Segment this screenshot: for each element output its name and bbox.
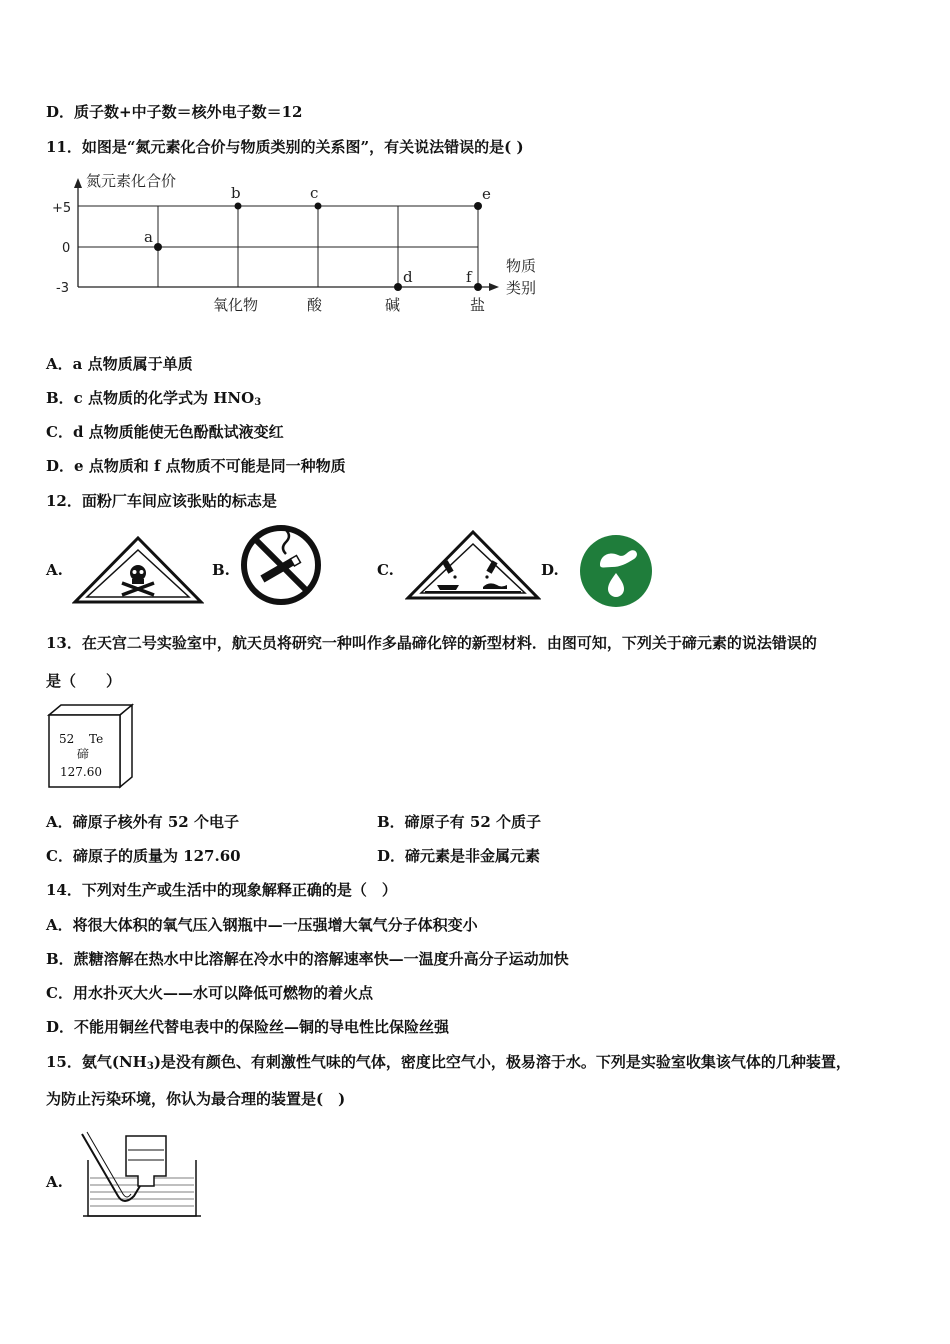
q11-option-c: C．d 点物质能使无色酚酞试液变红 xyxy=(46,423,284,441)
element-mass: 127.60 xyxy=(60,765,102,779)
water-saving-icon xyxy=(578,533,654,609)
corrosive-warning-icon xyxy=(405,529,541,601)
chart-point-d xyxy=(394,283,402,291)
q12-label-c: C. xyxy=(377,561,394,579)
chart-point-label: d xyxy=(403,268,413,286)
q13-stem-continued: 是（ ） xyxy=(46,672,122,690)
q14-option-c: C．用水扑灭大火——水可以降低可燃物的着火点 xyxy=(46,984,373,1002)
chart-y-tick: +5 xyxy=(52,201,72,216)
q14-option-b: B．蔗糖溶解在热水中比溶解在冷水中的溶解速率快—一温度升高分子运动加快 xyxy=(46,950,569,968)
chart-x-title: 类别 xyxy=(506,279,537,297)
chart-point-b xyxy=(235,203,242,210)
q11-nitrogen-valence-chart xyxy=(50,170,550,320)
q12-stem: 12．面粉厂车间应该张贴的标志是 xyxy=(46,492,277,510)
q14-option-a: A．将很大体积的氧气压入钢瓶中—一压强增大氧气分子体积变小 xyxy=(46,916,478,934)
element-number: 52 xyxy=(59,732,75,746)
chart-x-category: 盐 xyxy=(470,296,486,314)
chart-point-c xyxy=(315,203,322,210)
gas-collection-apparatus xyxy=(78,1130,204,1222)
q12-label-d: D. xyxy=(541,561,559,579)
chart-point-label: c xyxy=(310,184,319,202)
chart-x-title: 物质 xyxy=(506,257,537,275)
q12-label-b: B. xyxy=(212,561,230,579)
q15-stem: 15．氨气$(NH_3)$是没有颜色、有刺激性气味的气体，密度比空气小，极易溶于水。下列是实验室收集该气体的几种装置， xyxy=(46,1053,851,1072)
q10-option-d: D．质子数+中子数＝核外电子数＝12 xyxy=(46,103,303,121)
chart-point-label: a xyxy=(144,228,153,246)
chart-point-label: f xyxy=(466,268,472,286)
chart-point-label: b xyxy=(231,184,241,202)
q14-option-d: D．不能用铜丝代替电表中的保险丝—铜的导电性比保险丝强 xyxy=(46,1018,450,1036)
chart-point-label: e xyxy=(482,185,491,203)
q11-stem: 11．如图是“氮元素化合价与物质类别的关系图”，有关说法错误的是( ) xyxy=(46,138,524,156)
q13-option-b: B．碲原子有 52 个质子 xyxy=(377,813,541,831)
chart-point-a xyxy=(154,243,162,251)
chart-y-title: 氮元素化合价 xyxy=(86,172,177,190)
q13-option-c: C．碲原子的质量为 127.60 xyxy=(46,847,241,865)
tellurium-element-card xyxy=(46,703,136,791)
q14-stem: 14．下列对生产或生活中的现象解释正确的是（ ） xyxy=(46,881,397,899)
element-name: 碲 xyxy=(77,747,90,761)
q13-option-d: D．碲元素是非金属元素 xyxy=(377,847,541,865)
q12-label-a: A. xyxy=(46,561,63,579)
q15-label-a: A. xyxy=(46,1173,63,1191)
chart-point-f xyxy=(474,283,482,291)
q15-stem-continued: 为防止污染环境，你认为最合理的装置是( ) xyxy=(46,1090,346,1108)
no-smoking-icon xyxy=(240,524,322,606)
chart-y-tick: -3 xyxy=(56,281,69,296)
toxic-warning-icon xyxy=(72,535,204,605)
q11-option-b: B．c 点物质的化学式为 $HNO_3$ xyxy=(46,389,262,408)
chart-x-category: 氧化物 xyxy=(213,296,259,314)
chart-x-category: 碱 xyxy=(385,296,401,314)
element-symbol: Te xyxy=(89,732,104,746)
q11-option-d: D．e 点物质和 f 点物质不可能是同一种物质 xyxy=(46,457,346,475)
chart-x-category: 酸 xyxy=(307,296,323,314)
q11-option-a: A．a 点物质属于单质 xyxy=(46,355,193,373)
chart-point-e xyxy=(474,202,482,210)
chart-y-tick: 0 xyxy=(62,241,71,256)
q13-stem: 13．在天宫二号实验室中，航天员将研究一种叫作多晶碲化锌的新型材料．由图可知，下列关于碲元素的说法错误的 xyxy=(46,634,817,652)
q13-option-a: A．碲原子核外有 52 个电子 xyxy=(46,813,239,831)
